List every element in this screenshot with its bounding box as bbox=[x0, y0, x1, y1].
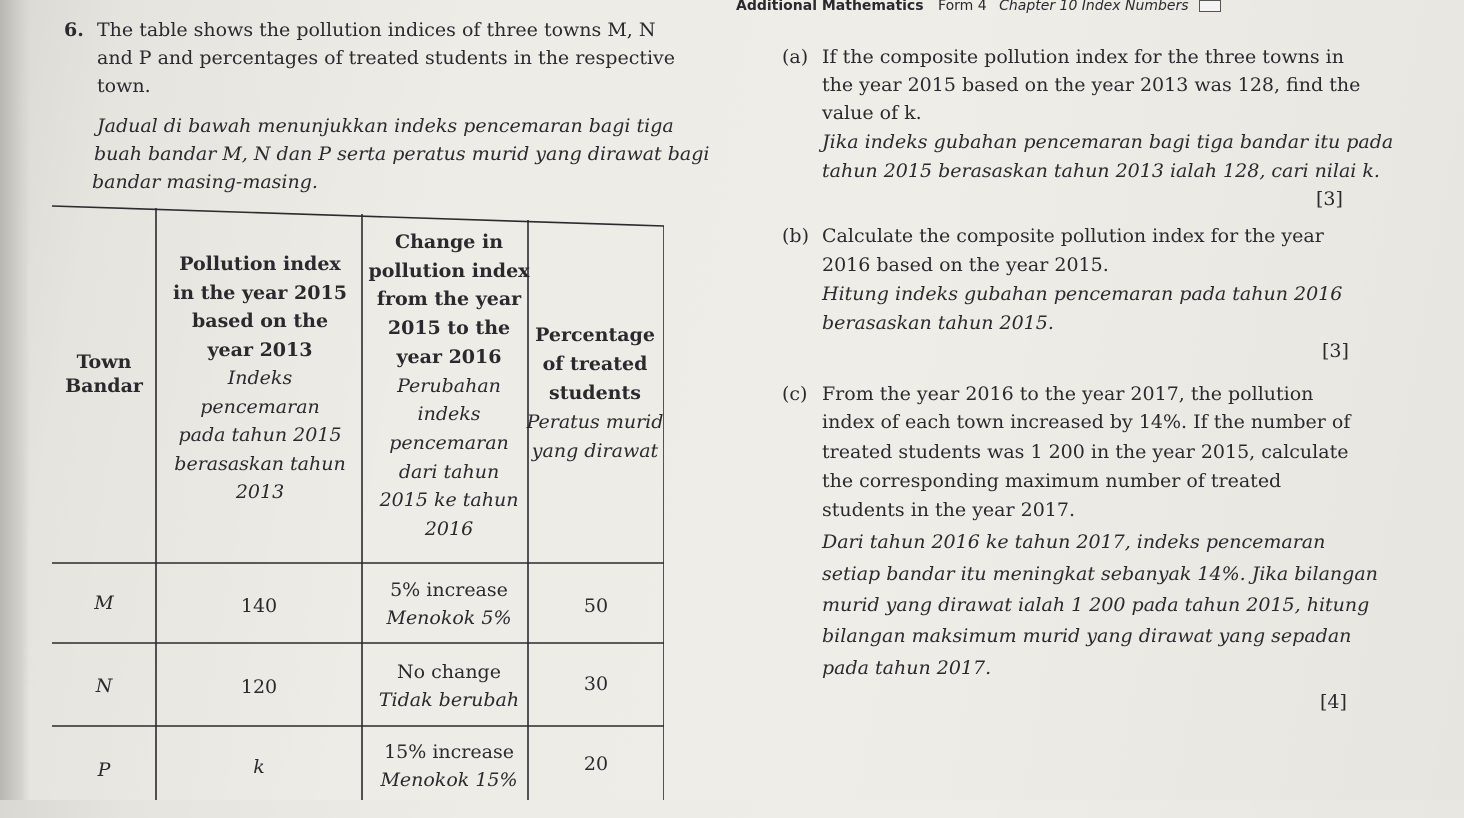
part-b-label: (b) bbox=[782, 225, 809, 247]
part-a-label: (a) bbox=[782, 46, 809, 68]
header-chapter: Chapter 10 Index Numbers bbox=[999, 0, 1189, 14]
header-form: Form 4 bbox=[938, 0, 987, 14]
table-grid bbox=[52, 198, 664, 818]
header-change-ms-3: pencemaran bbox=[389, 431, 509, 454]
header-percent-en-1: Percentage bbox=[535, 324, 655, 346]
header-change bbox=[364, 228, 534, 544]
part-c-en-4: the corresponding maximum number of treated bbox=[822, 470, 1282, 492]
header-change-en-3: from the year bbox=[376, 288, 522, 311]
row-n-town: N bbox=[95, 675, 113, 697]
header-index-2015 bbox=[162, 250, 358, 507]
row-m-index: 140 bbox=[240, 595, 278, 617]
row-p-town: P bbox=[97, 759, 111, 781]
header-index-en-4: year 2013 bbox=[207, 338, 313, 361]
part-c-ms-2: setiap bandar itu meningkat sebanyak 14%. Jika bilangan bbox=[822, 563, 1378, 585]
part-c-ms-5: pada tahun 2017. bbox=[822, 657, 992, 679]
row-n-change-en: No change bbox=[397, 661, 501, 683]
part-c-label: (c) bbox=[782, 383, 808, 405]
intro-en-line-2: and P and percentages of treated students in the respective bbox=[97, 47, 676, 69]
part-a-en-3: value of k. bbox=[822, 102, 922, 124]
intro-en-line-3: town. bbox=[97, 75, 151, 97]
part-c-ms-4: bilangan maksimum murid yang dirawat yang sepadan bbox=[822, 625, 1352, 647]
part-c-en-3: treated students was 1 200 in the year 2015, calculate bbox=[822, 441, 1349, 463]
header-percent-ms-2: yang dirawat bbox=[531, 440, 659, 462]
row-p-change-ms: Menokok 15% bbox=[380, 769, 518, 791]
part-a-en-1: If the composite pollution index for the three towns in bbox=[822, 46, 1344, 68]
header-percent-ms-1: Peratus murid bbox=[526, 411, 664, 433]
part-c-ms-3: murid yang dirawat ialah 1 200 pada tahun 2015, hitung bbox=[822, 594, 1370, 616]
header-index-ms-4: berasaskan tahun bbox=[174, 452, 346, 475]
part-b-ms-1: Hitung indeks gubahan pencemaran pada tahun 2016 bbox=[822, 283, 1343, 305]
book-page-edge bbox=[0, 0, 30, 800]
page-header bbox=[736, 0, 1221, 14]
part-c-en-5: students in the year 2017. bbox=[822, 499, 1076, 521]
header-change-en-4: 2015 to the bbox=[387, 317, 511, 340]
header-index-en-3: based on the bbox=[191, 310, 329, 332]
part-c-en-2: index of each town increased by 14%. If the number of bbox=[822, 411, 1351, 433]
intro-ms-line-2: buah bandar M, N dan P serta peratus murid yang dirawat bagi bbox=[94, 143, 710, 165]
part-b-en-1: Calculate the composite pollution index for the year bbox=[822, 225, 1324, 247]
row-n-percent: 30 bbox=[583, 673, 609, 695]
pollution-table bbox=[52, 198, 664, 818]
question-number: 6. bbox=[64, 19, 84, 41]
header-percent-en-3: students bbox=[549, 382, 641, 404]
row-m-percent: 50 bbox=[583, 595, 609, 617]
row-p-change bbox=[364, 738, 534, 794]
header-change-ms-5: 2015 ke tahun bbox=[379, 489, 519, 512]
header-change-en-1: Change in bbox=[394, 231, 504, 253]
part-a-ms-1: Jika indeks gubahan pencemaran bagi tiga bandar itu pada bbox=[822, 131, 1394, 153]
row-p-index: k bbox=[253, 756, 265, 778]
row-p-percent: 20 bbox=[583, 753, 609, 775]
part-b-ms-2: berasaskan tahun 2015. bbox=[822, 312, 1054, 334]
header-change-en-2: pollution index bbox=[368, 259, 530, 282]
header-index-en-1: Pollution index bbox=[179, 253, 341, 275]
row-m-town: M bbox=[94, 592, 114, 614]
part-b-marks: [3] bbox=[1322, 340, 1349, 362]
header-index-en-2: in the year 2015 bbox=[173, 281, 347, 304]
header-percentage bbox=[522, 321, 668, 466]
header-town-en: Town bbox=[76, 351, 132, 373]
intro-ms-line-1: Jadual di bawah menunjukkan indeks pencemaran bagi tiga bbox=[97, 115, 674, 137]
row-m-change bbox=[364, 576, 534, 632]
part-a-en-2: the year 2015 based on the year 2013 was 128, find the bbox=[822, 74, 1361, 96]
header-change-en-5: year 2016 bbox=[396, 345, 502, 368]
header-change-ms-6: 2016 bbox=[424, 518, 474, 541]
header-change-ms-4: dari tahun bbox=[398, 460, 500, 483]
header-change-ms-2: indeks bbox=[417, 403, 481, 426]
header-town-ms: Bandar bbox=[65, 375, 143, 397]
intro-ms-line-3: bandar masing-masing. bbox=[92, 171, 318, 193]
part-c-marks: [4] bbox=[1320, 691, 1347, 713]
part-c-ms-1: Dari tahun 2016 ke tahun 2017, indeks pencemaran bbox=[822, 531, 1326, 553]
row-m-change-en: 5% increase bbox=[390, 579, 508, 601]
part-a-marks: [3] bbox=[1316, 188, 1343, 210]
header-change-ms-1: Perubahan bbox=[397, 374, 501, 397]
row-n-index: 120 bbox=[240, 676, 278, 698]
row-m-change-ms: Menokok 5% bbox=[386, 607, 512, 629]
publisher-logo-icon bbox=[1199, 0, 1221, 12]
header-subject: Additional Mathematics bbox=[736, 0, 924, 14]
header-index-ms-2: pencemaran bbox=[200, 395, 320, 418]
row-p-change-en: 15% increase bbox=[384, 741, 514, 763]
row-n-change-ms: Tidak berubah bbox=[378, 689, 520, 711]
intro-en-line-1: The table shows the pollution indices of three towns M, N bbox=[97, 19, 656, 41]
header-index-ms-3: pada tahun 2015 bbox=[178, 424, 342, 446]
part-c-en-1: From the year 2016 to the year 2017, the pollution bbox=[822, 383, 1314, 405]
header-town bbox=[52, 350, 156, 398]
row-n-change bbox=[364, 658, 534, 714]
header-index-ms-1: Indeks bbox=[227, 367, 293, 389]
header-percent-en-2: of treated bbox=[542, 353, 648, 375]
part-b-en-2: 2016 based on the year 2015. bbox=[822, 254, 1109, 276]
header-index-ms-5: 2013 bbox=[235, 481, 285, 503]
part-a-ms-2: tahun 2015 berasaskan tahun 2013 ialah 128, cari nilai k. bbox=[822, 160, 1380, 182]
